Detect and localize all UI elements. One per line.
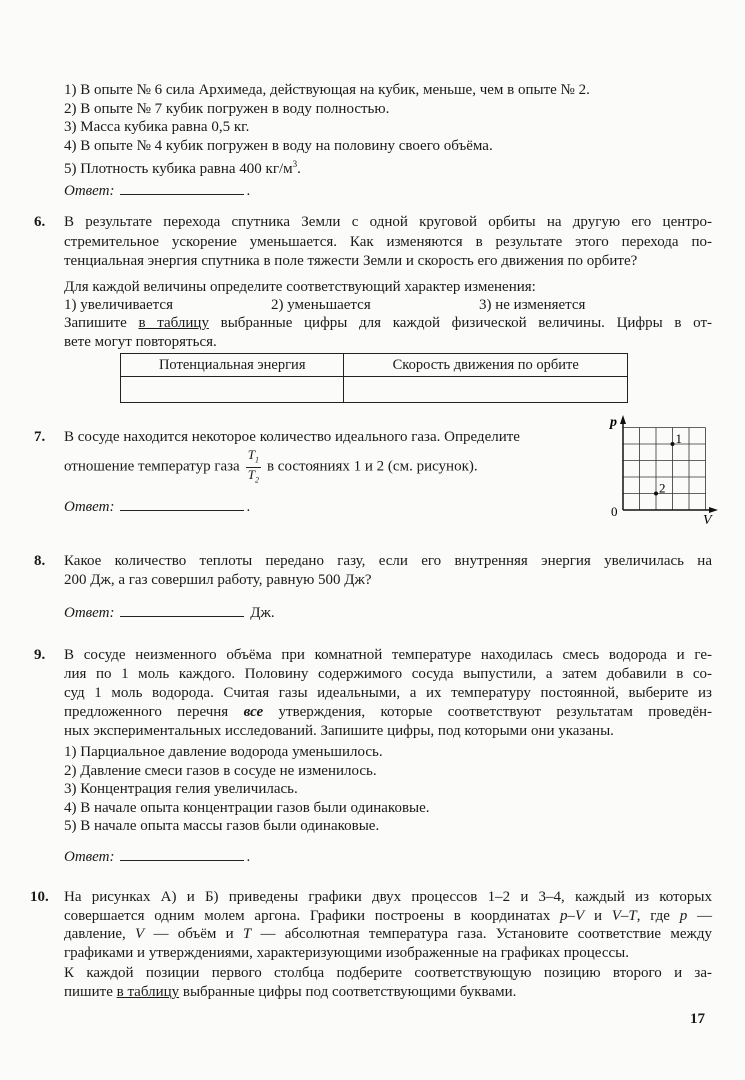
text-segment: 4) В опыте № 4 кубик погружен в воду на половину своего объёма. [64,137,493,154]
grid [623,428,706,511]
text-segment: суд 1 моль водорода. Считая газы идеальными, а их температуру постоянной, выберите из [64,685,712,701]
text-segment: 1) В опыте № 6 сила Архимеда, действующая на кубик, меньше, чем в опыте № 2. [64,82,590,98]
choice: 2) уменьшается [271,297,371,313]
answer-suffix: . [246,499,251,515]
answer-suffix: . [246,183,251,199]
text-segment: T [242,926,252,943]
text-line [64,137,712,156]
text-segment: пишите [64,984,117,1000]
text-segment: стремительное ускорение уменьшается. Как изменяются в результате этого перехода по- [64,233,712,250]
text-segment: 1) Парциальное давление водорода уменьшилось. [64,744,383,760]
text-segment: 200 Дж, а газ совершил работу, равную 500 Дж? [64,572,372,588]
v-axis-label: V [703,513,712,527]
answer-blank[interactable] [120,181,244,195]
text-line [64,743,712,762]
text-line [64,118,712,137]
text-line [64,552,712,571]
table-header-row [121,354,628,377]
text-line [64,81,712,100]
text-segment: — объём и [144,926,243,943]
text-segment: совершается одним молем аргона. Графики построены в координатах [64,907,561,924]
text-segment: В результате перехода спутника Земли с одной круговой орбиты на другую его центро- [64,214,712,230]
text-segment: все [243,704,264,720]
text-segment: вете могут повторяться. [64,333,217,350]
text-line [64,780,712,799]
temperature-ratio-fraction: $\frac{T_1}{T_2}$ [247,447,259,485]
q7-answer [64,497,250,516]
question-number-10: 10. [30,889,49,905]
text-line [64,722,712,741]
text-segment: 2) В опыте № 7 кубик погружен в воду полностью. [64,100,390,117]
text-segment: Запишите [64,315,139,331]
state-point-label: 2 [659,480,666,496]
answer-suffix: Дж. [250,605,275,621]
text-line [64,646,712,665]
text-segment: и [584,907,612,924]
q9-options-list [64,743,712,836]
question-number-6: 6. [34,214,46,230]
q6-paragraph-3 [64,314,712,351]
page-number: 17 [690,1011,705,1027]
state-point-label: 1 [675,431,682,446]
question-number-8: 8. [34,553,46,569]
answer-blank[interactable] [120,497,244,511]
text-line [64,333,712,352]
q8-text [64,552,712,590]
state-point [654,492,658,496]
text: в состояниях 1 и 2 (см. рисунок). [266,458,478,475]
underlined-text: в таблицу [138,315,209,331]
q7-line-1: В сосуде находится некоторое количество идеального газа. Определите [64,429,520,445]
state-point [671,442,675,446]
text-segment: 5) Плотность кубика равна 400 кг/м [64,161,293,178]
q9-text [64,646,712,741]
choice: 3) не изменяется [479,297,586,313]
text-line [64,888,712,907]
text-segment: ных экспериментальных исследований. Запишите цифры, под которыми они указаны. [64,723,614,739]
text-line [64,233,712,253]
text-line [64,100,712,119]
text-segment: 5) В начале опыта массы газов были одинаковые. [64,818,380,834]
answer-blank[interactable] [120,847,244,861]
text: отношение температур газа [64,458,240,475]
table-cell-input[interactable] [344,377,628,403]
question-number-9: 9. [34,647,46,663]
text-line [64,944,712,963]
q9-answer [64,847,250,866]
table-header: Скорость движения по орбите [344,354,628,377]
underlined-text: в таблицу [116,984,180,1000]
q6-paragraph-2 [64,278,712,297]
text-segment: p [679,907,688,924]
text-segment: 4) В начале опыта концентрации газов были одинаковые. [64,799,430,816]
text-line [64,665,712,684]
answer-label: Ответ: [64,183,115,199]
text-line [64,314,712,333]
text-line [64,252,712,272]
text-line [64,983,712,1002]
text-segment: , где [636,907,680,924]
p-axis-arrow-icon [620,415,626,424]
origin-label: 0 [611,504,618,519]
q10-paragraph-2 [64,964,712,1002]
text-segment: лия по 1 моль каждого. Половину содержимого сосуда выпустили, а затем добавили в со- [64,666,712,682]
text-segment: 3 [292,159,298,170]
text-segment: 3) Масса кубика равна 0,5 кг. [64,119,250,136]
q5-options-list [64,81,712,178]
q8-answer [64,603,275,622]
text-line [64,964,712,983]
text-segment: p–V [560,907,585,924]
pv-diagram [605,412,720,527]
text-line [64,703,712,722]
text-line [64,213,712,233]
table-row [121,377,628,403]
table-cell-input[interactable] [121,377,344,403]
text-segment: предложенного перечня [64,704,244,720]
text-segment: — абсолютная температура газа. Установите соответствие между [251,926,712,943]
p-axis-label: p [610,415,617,430]
answer-label: Ответ: [64,499,115,515]
text-segment: выбранные цифры под соответствующими буквами. [179,984,517,1000]
q5-answer [64,181,250,200]
text-segment: — [687,907,712,924]
text-line [64,762,712,781]
text-line [64,155,712,178]
answer-label: Ответ: [64,849,115,865]
text-line [64,817,712,836]
text-segment: К каждой позиции первого столбца подберите соответствующую позицию второго и за- [64,965,712,981]
answer-suffix: . [246,849,251,865]
text-segment: выбранные цифры для каждой физической величины. Цифры в от- [208,315,712,331]
text-line [64,799,712,818]
text-segment: V [135,926,145,943]
text-line [64,278,712,297]
text-segment: давление, [64,926,136,943]
question-number-7: 7. [34,429,46,445]
text-line [64,571,712,590]
q7-line-2 [64,448,584,486]
q10-paragraph-1 [64,888,712,963]
q6-answer-table [120,353,628,403]
text-segment: В сосуде неизменного объёма при комнатной температуре находилась смесь водорода и ге- [64,647,712,663]
text-segment: тенциальная энергия спутника в поле тяжести Земли и скорость его движения по орбите? [64,253,638,269]
text-segment: 3) Концентрация гелия увеличилась. [64,781,298,797]
q6-choices [64,296,712,315]
choice: 1) увеличивается [64,297,173,313]
text-segment: графиками и утверждениями, характеризующими изображенные на графиках процессы. [64,945,629,962]
text-segment: Какое количество теплоты передано газу, если его внутренняя энергия увеличилась на [64,553,712,569]
text-line [64,684,712,703]
answer-blank[interactable] [120,603,244,617]
text-line [64,925,712,944]
text-segment: утверждения, которые соответствуют результатам проведён- [263,704,712,720]
text-segment: . [297,161,301,178]
answer-label: Ответ: [64,605,115,621]
text-line [64,907,712,926]
text-segment: Для каждой величины определите соответствующий характер изменения: [64,279,536,295]
table-header: Потенциальная энергия [121,354,344,377]
text-segment: На рисунках А) и Б) приведены графики двух процессов 1–2 и 3–4, каждый из которых [64,889,712,905]
text-segment: 2) Давление смеси газов в сосуде не изменилось. [64,762,377,779]
text-segment: V–T [611,907,637,924]
q6-paragraph-1 [64,213,712,272]
